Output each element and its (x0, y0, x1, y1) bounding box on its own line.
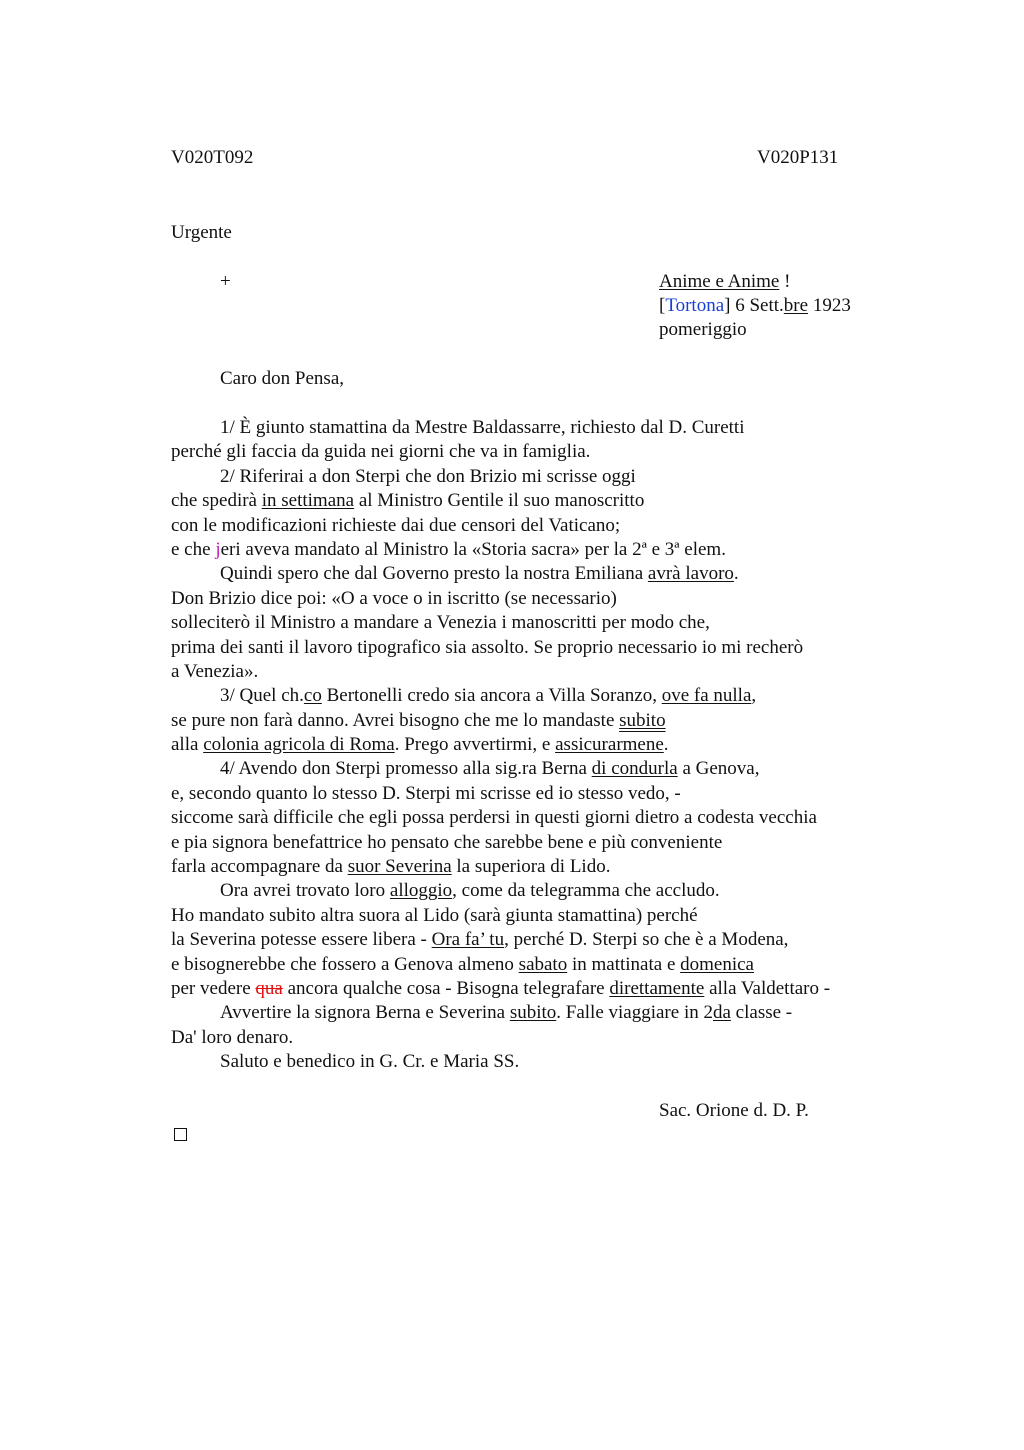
body-line: alla colonia agricola di Roma. Prego avvertirmi, e assicurarmene. (171, 734, 669, 756)
body-line: Ho mandato subito altra suora al Lido (sarà giunta stamattina) perché (171, 904, 698, 926)
body-line: Don Brizio dice poi: «O a voce o in iscritto (se necessario) (171, 587, 617, 609)
body-line: Avvertire la signora Berna e Severina subito. Falle viaggiare in 2da classe - (220, 1002, 793, 1024)
end-box-icon (174, 1128, 187, 1141)
body-line: e bisognerebbe che fossero a Genova almeno sabato in mattinata e domenica (171, 953, 754, 975)
body-line: a Venezia». (171, 660, 259, 682)
doc-code-left: V020T092 (171, 147, 254, 168)
body-line: che spedirà in settimana al Ministro Gentile il suo manoscritto (171, 490, 645, 512)
time-of-day: pomeriggio (659, 319, 747, 340)
body-line: farla accompagnare da suor Severina la superiora di Lido. (171, 856, 611, 878)
body-line: e, secondo quanto lo stesso D. Sterpi mi scrisse ed io stesso vedo, - (171, 782, 681, 804)
body-line: Saluto e benedico in G. Cr. e Maria SS. (220, 1051, 520, 1073)
body-line: solleciterò il Ministro a mandare a Venezia i manoscritti per modo che, (171, 612, 710, 634)
deleted-word: qua (255, 977, 283, 999)
body-line: siccome sarà difficile che egli possa perdersi in questi giorni dietro a codesta vecchia (171, 807, 817, 829)
body-line: e che jeri aveva mandato al Ministro la «Storia sacra» per la 2ª e 3ª elem. (171, 538, 726, 560)
doc-code-right: V020P131 (757, 147, 839, 168)
signature: Sac. Orione d. D. P. (659, 1100, 809, 1121)
salutation: Caro don Pensa, (220, 368, 345, 389)
urgent-label: Urgente (171, 222, 232, 243)
body-line: prima dei santi il lavoro tipografico sia assolto. Se proprio necessario io mi recherò (171, 636, 804, 658)
motto: Anime e Anime (659, 271, 780, 292)
corrected-letter: j (215, 538, 221, 560)
body-line: 2/ Riferirai a don Sterpi che don Brizio mi scrisse oggi (220, 465, 636, 487)
body-line: con le modificazioni richieste dai due censori del Vaticano; (171, 514, 621, 536)
body-line: e pia signora benefattrice ho pensato che sarebbe bene e più conveniente (171, 831, 723, 853)
body-line: per vedere qua ancora qualche cosa - Bisogna telegrafare direttamente alla Valdettaro - (171, 977, 831, 999)
body-line: perché gli faccia da guida nei giorni che va in famiglia. (171, 441, 591, 463)
motto-line: Anime e Anime ! (659, 271, 791, 292)
body-line: la Severina potesse essere libera - Ora fa’ tu, perché D. Sterpi so che è a Modena, (171, 929, 789, 951)
cross-mark: + (220, 271, 231, 292)
place-name: Tortona (665, 295, 725, 316)
body-line: Ora avrei trovato loro alloggio, come da telegramma che accludo. (220, 880, 720, 902)
body-line: se pure non farà danno. Avrei bisogno che me lo mandaste subito (171, 709, 666, 731)
body-line: Da' loro denaro. (171, 1026, 294, 1048)
body-line: 1/ È giunto stamattina da Mestre Baldassarre, richiesto dal D. Curetti (220, 417, 745, 438)
date-line: [Tortona] 6 Sett.bre 1923 (659, 295, 851, 316)
body-line: Quindi spero che dal Governo presto la nostra Emiliana avrà lavoro. (220, 563, 739, 585)
body-line: 4/ Avendo don Sterpi promesso alla sig.ra Berna di condurla a Genova, (220, 758, 760, 780)
letter-body (171, 416, 911, 1075)
body-line: 3/ Quel ch.co Bertonelli credo sia ancora a Villa Soranzo, ove fa nulla, (220, 685, 757, 707)
